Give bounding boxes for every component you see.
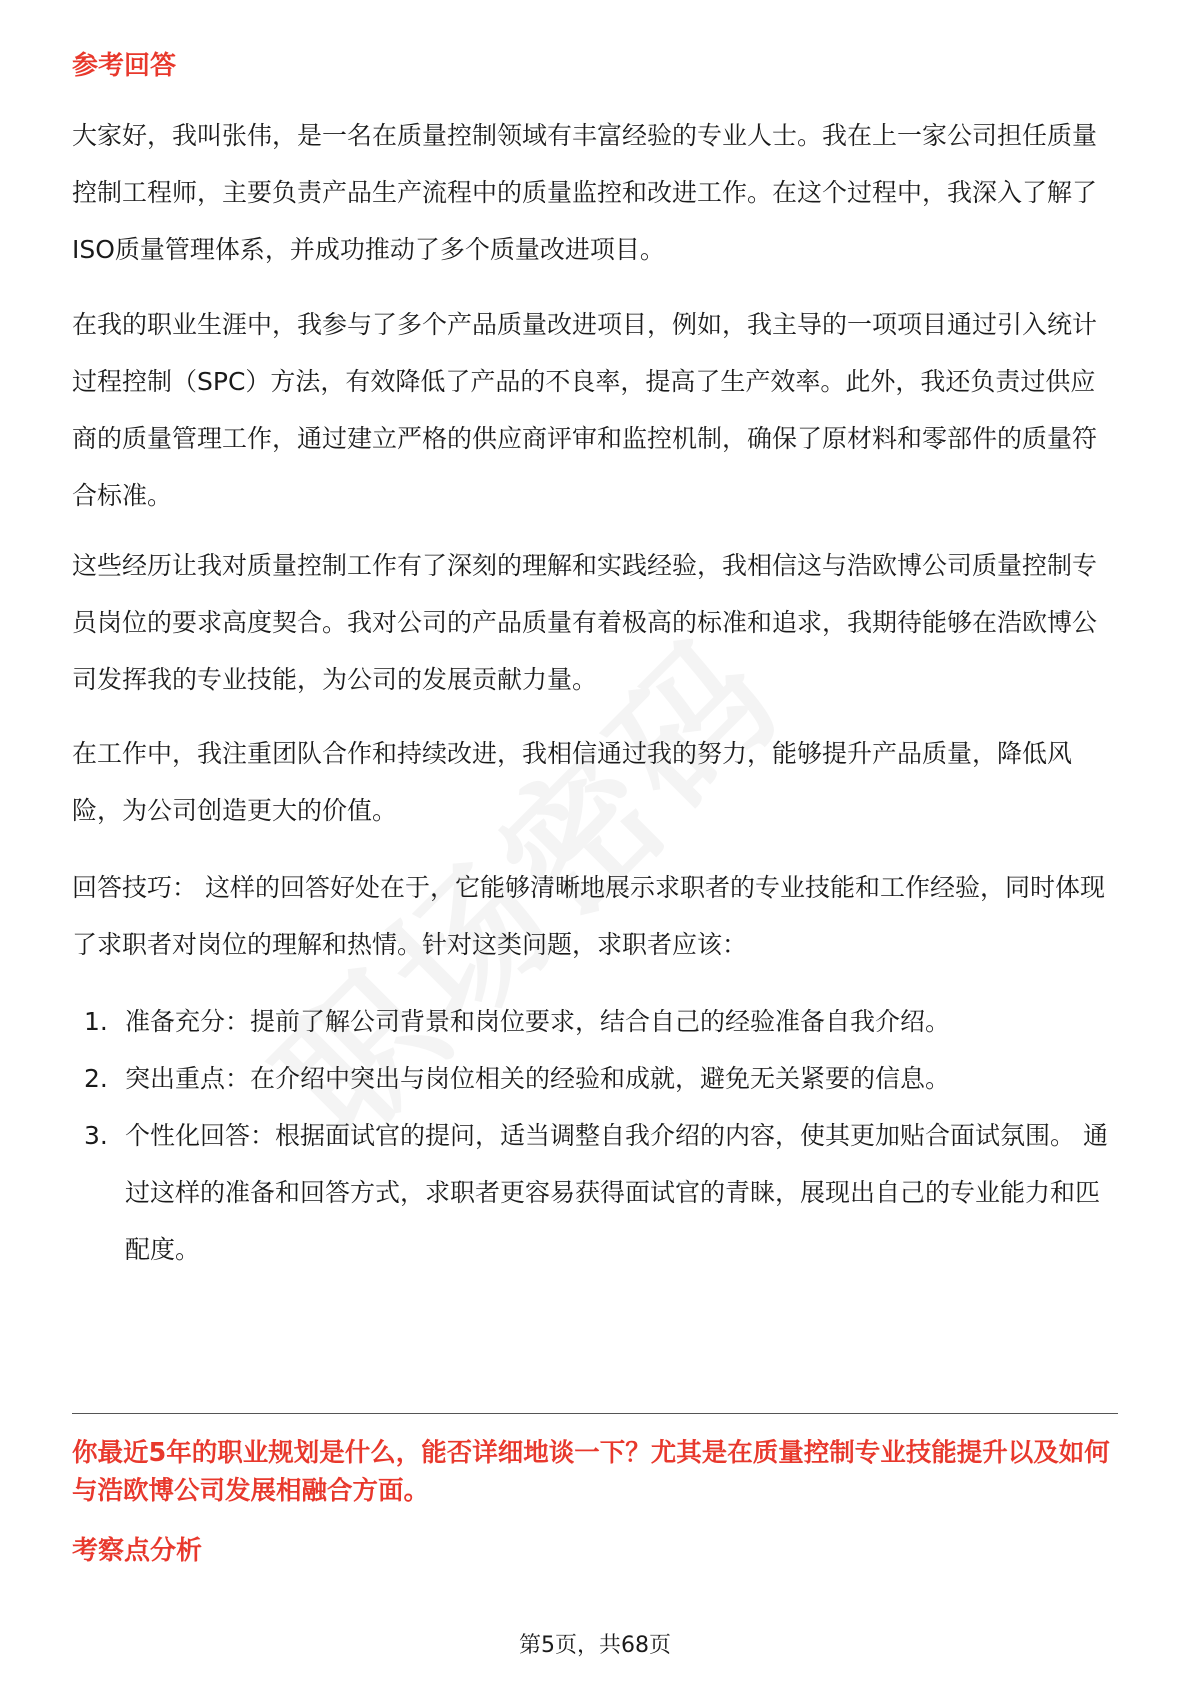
section-divider [72,1413,1118,1414]
analysis-heading: 考察点分析 [72,1536,203,1566]
list-item-text: 准备充分：提前了解公司背景和岗位要求，结合自己的经验准备自我介绍。 [125,1007,951,1036]
page-number-footer: 第5页，共68页 [519,1633,671,1658]
answer-paragraph-4: 在工作中，我注重团队合作和持续改进，我相信通过我的努力，能够提升产品质量，降低风险，为公司创造更大的价值。 [72,739,1073,825]
answer-paragraph-1: 大家好，我叫张伟，是一名在质量控制领域有丰富经验的专业人士。我在上一家公司担任质量控制工程师，主要负责产品生产流程中的质量监控和改进工作。在这个过程中，我深入了解了ISO质量管理体系，并成功推动了多个质量改进项目。 [72,121,1098,264]
list-item-number: 2. [84,1064,108,1093]
answer-tips-intro: 回答技巧： 这样的回答好处在于，它能够清晰地展示求职者的专业技能和工作经验，同时体现了求职者对岗位的理解和热情。针对这类问题，求职者应该： [72,873,1105,959]
list-item-text: 个性化回答：根据面试官的提问，适当调整自我介绍的内容，使其更加贴合面试氛围。 通过这样的准备和回答方式，求职者更容易获得面试官的青睐，展现出自己的专业能力和匹配度。 [125,1121,1108,1264]
list-item [72,993,1117,1050]
list-item-number: 1. [84,1007,108,1036]
list-item-text: 突出重点：在介绍中突出与岗位相关的经验和成就，避免无关紧要的信息。 [125,1064,951,1093]
list-item [72,1050,1117,1107]
next-question: 你最近5年的职业规划是什么，能否详细地谈一下？尤其是在质量控制专业技能提升以及如何与浩欧博公司发展相融合方面。 [72,1438,1110,1506]
list-item [72,1107,1117,1278]
answer-paragraph-2: 在我的职业生涯中，我参与了多个产品质量改进项目，例如，我主导的一项项目通过引入统计过程控制（SPC）方法，有效降低了产品的不良率，提高了生产效率。此外，我还负责过供应商的质量管理工作，通过建立严格的供应商评审和监控机制，确保了原材料和零部件的质量符合标准。 [72,310,1098,510]
tips-list [72,993,1117,1278]
answer-paragraph-3: 这些经历让我对质量控制工作有了深刻的理解和实践经验，我相信这与浩欧博公司质量控制专员岗位的要求高度契合。我对公司的产品质量有着极高的标准和追求，我期待能够在浩欧博公司发挥我的专业技能，为公司的发展贡献力量。 [72,551,1098,694]
list-item-number: 3. [84,1121,108,1150]
answer-heading: 参考回答 [72,51,177,81]
